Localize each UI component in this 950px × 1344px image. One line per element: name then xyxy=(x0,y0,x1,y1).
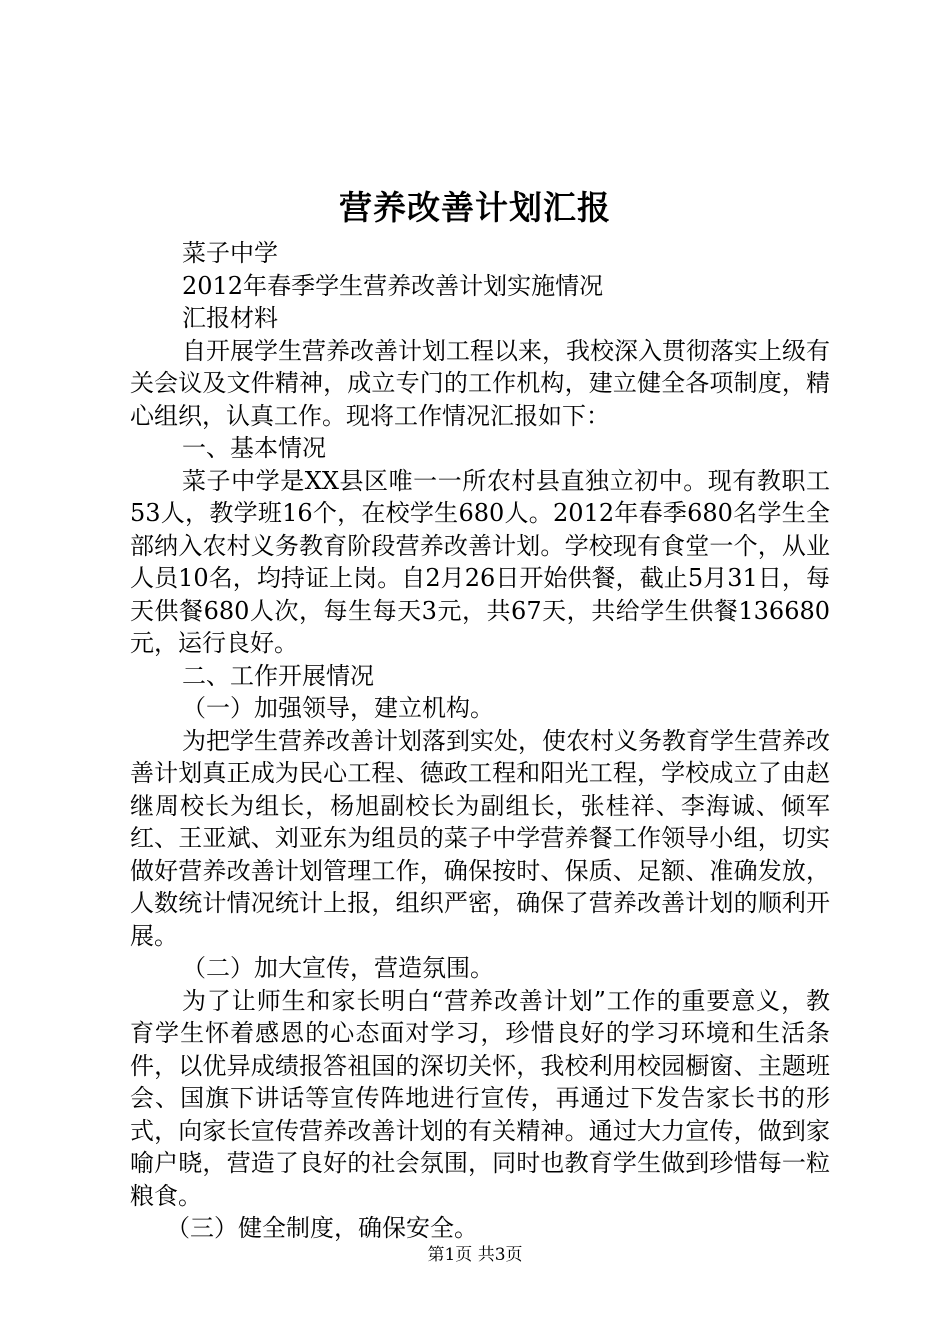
subheading-leadership: （一）加强领导，建立机构。 xyxy=(182,694,494,722)
subheading-publicity: （二）加大宣传，营造氛围。 xyxy=(182,954,494,982)
section-heading-work-progress: 二、工作开展情况 xyxy=(182,661,374,690)
document-title: 营养改善计划汇报 xyxy=(339,188,611,227)
paragraph-report-material: 汇报材料 xyxy=(182,304,278,332)
paragraph-leadership: 为把学生营养改善计划落到实处，使农村义务教育学生营养改善计划真正成为民心工程、德政工程和阳光工程，学校成立了由赵继周校长为组长，杨旭副校长为副组长，张桂祥、李海诚、倾军红、王亚斌、刘亚东为组员的菜子中学营养餐工作领导小组，切实做好营养改善计划管理工作，确保按时、保质、足额、准确发放，人数统计情况统计上报，组织严密，确保了营养改善计划的顺利开展。 xyxy=(130,726,830,950)
paragraph-introduction: 自开展学生营养改善计划工程以来，我校深入贯彻落实上级有关会议及文件精神，成立专门的工作机构，建立健全各项制度，精心组织，认真工作。现将工作情况汇报如下： xyxy=(130,336,830,430)
paragraph-publicity: 为了让师生和家长明白“营养改善计划”工作的重要意义，教育学生怀着感恩的心态面对学习，珍惜良好的学习环境和生活条件，以优异成绩报答祖国的深切关怀，我校利用校园橱窗、主题班会、国旗下讲话等宣传阵地进行宣传，再通过下发告家长书的形式，向家长宣传营养改善计划的有关精神。通过大力宣传，做到家喻户晓，营造了良好的社会氛围，同时也教育学生做到珍惜每一粒粮食。 xyxy=(130,986,830,1210)
paragraph-school-name: 菜子中学 xyxy=(182,239,278,267)
page-footer: 第1页 共3页 xyxy=(427,1245,523,1265)
paragraph-basic-situation: 菜子中学是XX县区唯一一所农村县直独立初中。现有教职工53人，教学班16个，在校学生680人。2012年春季680名学生全部纳入农村义务教育阶段营养改善计划。学校现有食堂一个，从业人员10名，均持证上岗。自2月26日开始供餐，截止5月31日，每天供餐680人次，每生每天3元，共67天，共给学生供餐136680元，运行良好。 xyxy=(130,466,830,657)
section-heading-basic-situation: 一、基本情况 xyxy=(182,434,326,462)
document-body xyxy=(130,237,830,1245)
paragraph-report-subtitle: 2012年春季学生营养改善计划实施情况 xyxy=(182,271,604,300)
subheading-safety: （三）健全制度，确保安全。 xyxy=(166,1214,478,1242)
